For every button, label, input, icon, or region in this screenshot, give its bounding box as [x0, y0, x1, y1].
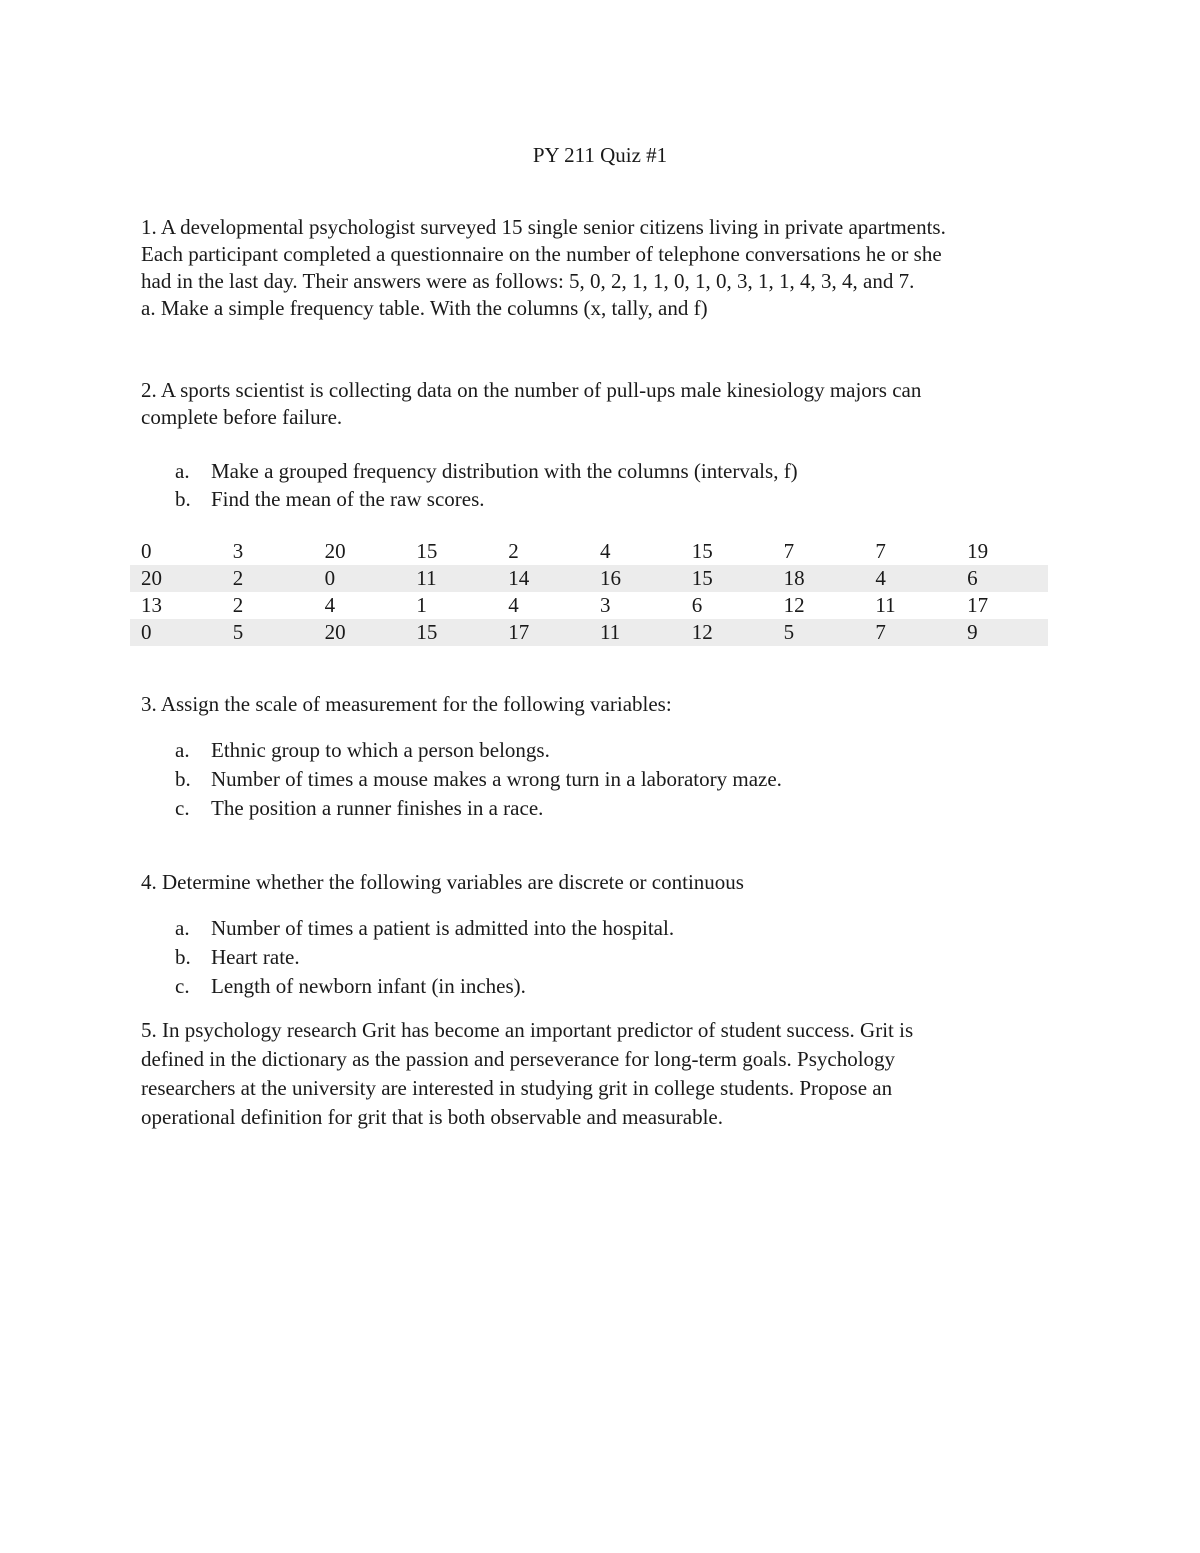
table-cell: 5 — [773, 619, 865, 646]
list-marker: b. — [175, 487, 191, 511]
question-2-parts — [141, 457, 1061, 513]
table-cell: 20 — [130, 565, 222, 592]
question-1 — [141, 214, 1061, 322]
question-1-part-a: a. Make a simple frequency table. With the columns (x, tally, and f) — [141, 296, 708, 320]
question-2-line: 2. A sports scientist is collecting data on the number of pull-ups male kinesiology majors can — [141, 378, 922, 402]
list-item — [141, 914, 1061, 943]
list-item-text: Find the mean of the raw scores. — [211, 487, 485, 511]
table-cell: 7 — [864, 619, 956, 646]
table-cell: 15 — [681, 565, 773, 592]
table-cell: 20 — [314, 619, 406, 646]
list-marker: c. — [175, 796, 190, 820]
table-row — [130, 592, 1048, 619]
question-1-line: had in the last day. Their answers were as follows: 5, 0, 2, 1, 1, 0, 1, 0, 3, 1, 1, 4, 3, 4, and 7. — [141, 269, 915, 293]
table-cell: 12 — [783, 593, 805, 617]
list-item-text: Heart rate. — [211, 945, 300, 969]
list-item-text: Number of times a mouse makes a wrong turn in a laboratory maze. — [211, 767, 782, 791]
table-cell: 20 — [324, 539, 346, 563]
table-cell: 4 — [864, 565, 956, 592]
table-cell: 2 — [222, 565, 314, 592]
table-cell: 7 — [783, 539, 795, 563]
table-cell: 2 — [232, 593, 244, 617]
question-5-line: operational definition for grit that is both observable and measurable. — [141, 1105, 723, 1129]
list-marker: c. — [175, 974, 190, 998]
table-cell: 12 — [681, 619, 773, 646]
question-4 — [141, 869, 1061, 896]
question-4-parts — [141, 914, 1061, 1001]
question-5 — [141, 1016, 1061, 1132]
list-item — [141, 972, 1061, 1001]
table-cell: 13 — [141, 593, 162, 617]
list-item — [141, 736, 1061, 765]
table-cell: 4 — [508, 593, 519, 617]
table-cell: 0 — [130, 619, 222, 646]
list-marker: a. — [175, 459, 190, 483]
table-cell: 11 — [589, 619, 681, 646]
list-marker: b. — [175, 945, 191, 969]
list-item-text: Length of newborn infant (in inches). — [211, 974, 526, 998]
table-cell: 3 — [232, 539, 244, 563]
question-3 — [141, 691, 1061, 718]
table-cell: 1 — [416, 593, 427, 617]
question-3-prompt: 3. Assign the scale of measurement for the following variables: — [141, 692, 672, 716]
table-cell: 3 — [599, 593, 611, 617]
table-cell: 18 — [773, 565, 865, 592]
table-cell: 16 — [589, 565, 681, 592]
question-4-prompt: 4. Determine whether the following variables are discrete or continuous — [141, 870, 744, 894]
list-item — [141, 457, 1061, 485]
list-item-text: Number of times a patient is admitted into the hospital. — [211, 916, 675, 940]
question-1-line: Each participant completed a questionnaire on the number of telephone conversations he or she — [141, 242, 942, 266]
question-1-line: 1. A developmental psychologist surveyed 15 single senior citizens living in private apartments. — [141, 215, 946, 239]
list-item — [141, 794, 1061, 823]
table-cell: 19 — [967, 539, 989, 563]
question-2 — [141, 377, 1061, 431]
table-cell: 5 — [222, 619, 314, 646]
list-marker: a. — [175, 916, 190, 940]
question-3-parts — [141, 736, 1061, 823]
table-cell: 17 — [967, 593, 989, 617]
table-cell: 6 — [956, 565, 1048, 592]
table-cell: 15 — [405, 619, 497, 646]
table-cell: 11 — [405, 565, 497, 592]
table-cell: 11 — [875, 593, 896, 617]
list-item — [141, 943, 1061, 972]
table-cell: 15 — [691, 539, 713, 563]
table-cell: 6 — [691, 593, 703, 617]
table-cell: 7 — [875, 539, 886, 563]
table-row — [130, 565, 1048, 592]
table-cell: 4 — [599, 539, 611, 563]
table-cell: 9 — [956, 619, 1048, 646]
list-item-text: Ethnic group to which a person belongs. — [211, 738, 550, 762]
table-row — [130, 538, 1048, 565]
table-cell: 4 — [324, 593, 336, 617]
table-row — [130, 619, 1048, 646]
table-cell: 0 — [141, 539, 152, 563]
table-cell: 17 — [497, 619, 589, 646]
raw-scores-table — [130, 538, 1048, 646]
question-5-line: defined in the dictionary as the passion and perseverance for long-term goals. Psychology — [141, 1047, 896, 1071]
question-5-line: 5. In psychology research Grit has become an important predictor of student success. Grit is — [141, 1018, 914, 1042]
raw-scores-body — [130, 538, 1048, 646]
table-cell: 14 — [497, 565, 589, 592]
table-cell: 15 — [416, 539, 438, 563]
list-item — [141, 485, 1061, 513]
list-item-text: Make a grouped frequency distribution with the columns (intervals, f) — [211, 459, 798, 483]
list-marker: b. — [175, 767, 191, 791]
table-cell: 0 — [314, 565, 406, 592]
list-item-text: The position a runner finishes in a race. — [211, 796, 544, 820]
list-marker: a. — [175, 738, 190, 762]
question-2-line: complete before failure. — [141, 405, 343, 429]
quiz-title: PY 211 Quiz #1 — [532, 143, 668, 167]
question-5-line: researchers at the university are interested in studying grit in college students. Propose an — [141, 1076, 893, 1100]
list-item — [141, 765, 1061, 794]
table-cell: 2 — [508, 539, 519, 563]
